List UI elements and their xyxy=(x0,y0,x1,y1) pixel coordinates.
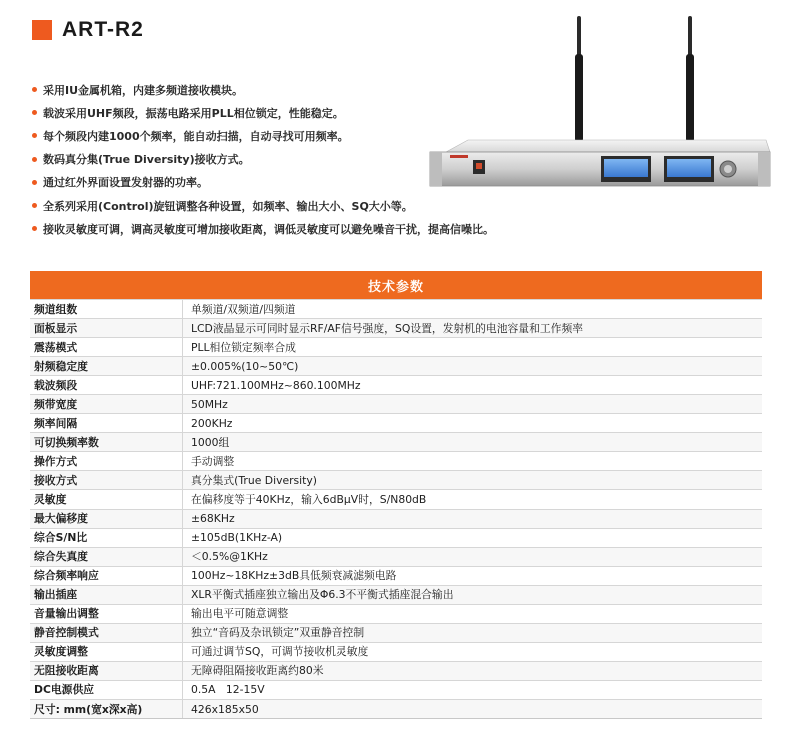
spec-label: 载波频段 xyxy=(30,376,183,394)
bullet-icon xyxy=(32,180,37,185)
table-row xyxy=(30,547,762,566)
spec-value: 50MHz xyxy=(191,397,228,411)
table-row xyxy=(30,585,762,604)
feature-item: 通过红外界面设置发射器的功率。 xyxy=(30,171,590,194)
table-row xyxy=(30,566,762,585)
feature-item: 载波采用UHF频段，振荡电路采用PLL相位锁定，性能稳定。 xyxy=(30,101,590,124)
spec-value: UHF:721.100MHz~860.100MHz xyxy=(191,378,361,392)
table-row xyxy=(30,470,762,489)
table-row xyxy=(30,623,762,642)
spec-label: 灵敏度调整 xyxy=(30,643,183,661)
spec-value: ±105dB(1KHz-A) xyxy=(191,531,283,545)
spec-label: 最大偏移度 xyxy=(30,510,183,528)
spec-value: 单频道/双频道/四频道 xyxy=(191,302,296,316)
spec-label: 接收方式 xyxy=(30,471,183,489)
table-row xyxy=(30,451,762,470)
bullet-icon xyxy=(32,157,37,162)
table-row xyxy=(30,394,762,413)
spec-value: LCD液晶显示可同时显示RF/AF信号强度，SQ设置，发射机的电池容量和工作频率 xyxy=(191,321,584,335)
spec-value: 可通过调节SQ，可调节接收机灵敏度 xyxy=(191,645,369,659)
spec-label: 操作方式 xyxy=(30,452,183,470)
feature-item: 接收灵敏度可调，调高灵敏度可增加接收距离，调低灵敏度可以避免噪音干扰，提高信噪比。 xyxy=(30,217,590,240)
spec-label: 输出插座 xyxy=(30,586,183,604)
title-accent-square xyxy=(32,20,52,40)
spec-value: ±68KHz xyxy=(191,512,235,526)
table-row xyxy=(30,528,762,547)
spec-label: 射频稳定度 xyxy=(30,357,183,375)
table-row xyxy=(30,432,762,451)
spec-label: 面板显示 xyxy=(30,319,183,337)
bullet-icon xyxy=(32,110,37,115)
antenna-right xyxy=(686,16,694,142)
spec-table-header: 技术参数 xyxy=(30,271,762,299)
spec-label: 震荡模式 xyxy=(30,338,183,356)
table-row xyxy=(30,699,762,718)
table-row xyxy=(30,318,762,337)
spec-value: 独立“音码及杂讯锁定”双重静音控制 xyxy=(191,626,365,640)
table-row xyxy=(30,489,762,508)
spec-value: 0.5A 12-15V xyxy=(191,683,265,697)
feature-item: 每个频段内建1000个频率，能自动扫描，自动寻找可用频率。 xyxy=(30,124,590,147)
bullet-icon xyxy=(32,226,37,231)
table-row xyxy=(30,509,762,528)
table-row xyxy=(30,356,762,375)
spec-label: 综合失真度 xyxy=(30,548,183,566)
feature-item: 数码真分集(True Diversity)接收方式。 xyxy=(30,148,590,171)
feature-item: 采用IU金属机箱，内建多频道接收模块。 xyxy=(30,78,590,101)
table-row xyxy=(30,604,762,623)
spec-value: 无障碍阻隔接收距离约80米 xyxy=(191,664,324,678)
bullet-icon xyxy=(32,87,37,92)
product-image xyxy=(428,14,778,204)
spec-value: XLR平衡式插座独立输出及Φ6.3不平衡式插座混合输出 xyxy=(191,588,454,602)
spec-value: ＜0.5%@1KHz xyxy=(191,550,268,564)
product-title: ART-R2 xyxy=(62,18,144,41)
spec-value: 在偏移度等于40KHz，输入6dBμV时，S/N80dB xyxy=(191,492,427,506)
bullet-icon xyxy=(32,133,37,138)
table-row xyxy=(30,642,762,661)
table-row xyxy=(30,413,762,432)
table-row xyxy=(30,661,762,680)
table-row xyxy=(30,299,762,318)
spec-label: 灵敏度 xyxy=(30,490,183,508)
spec-label: 频道组数 xyxy=(30,300,183,318)
spec-value: 100Hz~18KHz±3dB具低频衰减滤频电路 xyxy=(191,569,397,583)
feature-item: 全系列采用(Control)旋钮调整各种设置，如频率、输出大小、SQ大小等。 xyxy=(30,194,590,217)
spec-label: 音量输出调整 xyxy=(30,605,183,623)
spec-value: 真分集式(True Diversity) xyxy=(191,473,318,487)
spec-value: ±0.005%(10~50℃) xyxy=(191,359,299,373)
antenna-left xyxy=(575,16,583,142)
spec-value: 输出电平可随意调整 xyxy=(191,607,289,621)
spec-label: 尺寸: mm(宽x深x高) xyxy=(30,700,183,718)
spec-value: PLL相位锁定频率合成 xyxy=(191,340,296,354)
spec-value: 426x185x50 xyxy=(191,702,259,716)
spec-label: 静音控制模式 xyxy=(30,624,183,642)
spec-value: 200KHz xyxy=(191,416,233,430)
bullet-icon xyxy=(32,203,37,208)
spec-table xyxy=(30,271,762,719)
table-row xyxy=(30,680,762,699)
spec-label: 综合频率响应 xyxy=(30,567,183,585)
table-row xyxy=(30,375,762,394)
spec-table-body xyxy=(30,299,762,719)
spec-label: 频率间隔 xyxy=(30,414,183,432)
title-block xyxy=(32,18,144,42)
spec-label: 无阻接收距离 xyxy=(30,662,183,680)
spec-label: DC电源供应 xyxy=(30,681,183,699)
spec-label: 综合S/N比 xyxy=(30,529,183,547)
spec-label: 可切换频率数 xyxy=(30,433,183,451)
table-row xyxy=(30,337,762,356)
spec-value: 手动调整 xyxy=(191,454,235,468)
spec-label: 频带宽度 xyxy=(30,395,183,413)
spec-value: 1000组 xyxy=(191,435,230,449)
